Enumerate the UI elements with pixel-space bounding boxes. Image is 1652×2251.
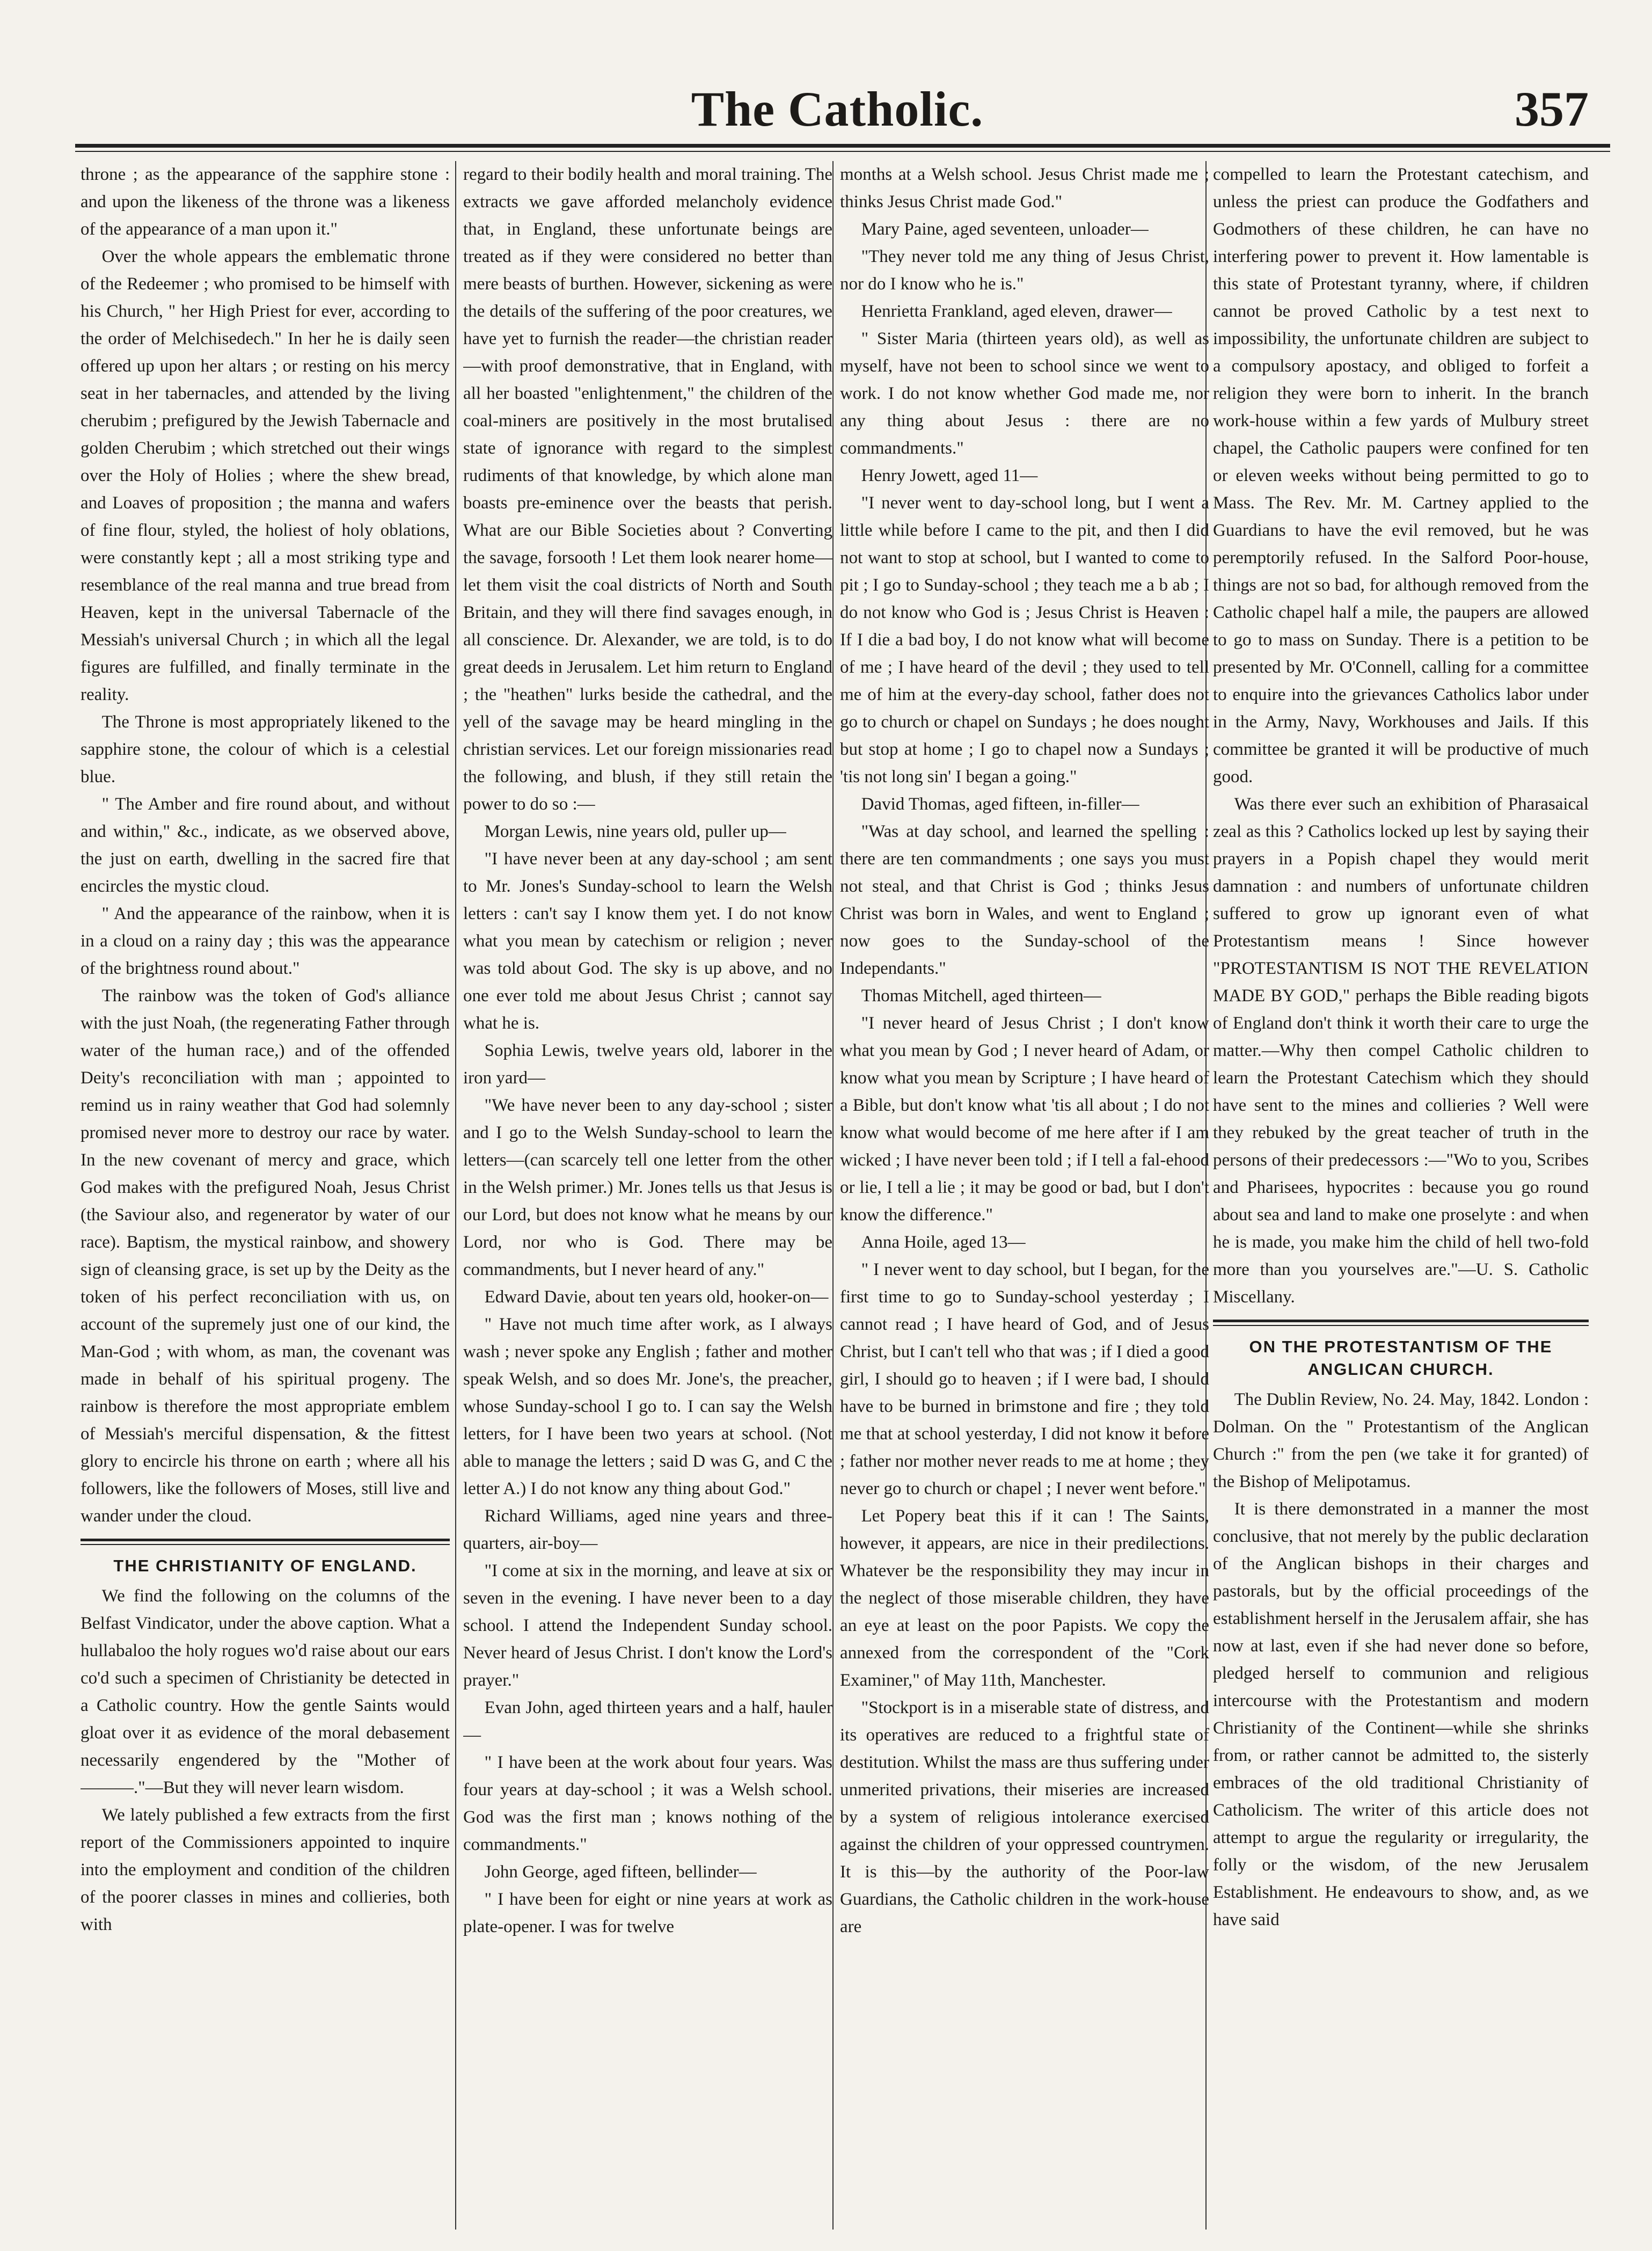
column-1: [81, 161, 450, 2230]
column-divider: [455, 161, 456, 2230]
paragraph: Morgan Lewis, nine years old, puller up—: [484, 822, 786, 841]
paragraph: John George, aged fifteen, bellinder—: [484, 1862, 757, 1882]
paragraph: "I have never been at any day-school ; am sent to Mr. Jones's Sunday-school to learn the Welsh letters : can't say I know them yet. I do not know what you mean by catechism or religion ; never was told about God. The sky is up above, and no one ever told me about Jesus Christ ; cannot say what he is.: [463, 849, 832, 1033]
paragraph: Henry Jowett, aged 11—: [861, 466, 1038, 485]
paragraph: " I never went to day school, but I began, for the first time to go to Sunday-school yesterday ; I cannot read ; I have heard of God, and of Jesus Christ, but I can't tell who that was ; if I died a good girl, I should go to heaven ; if I were bad, I should have to be burned in brimstone and fire ; they told me that at school yesterday, I did not know it before ; father nor mother never reads to me at home ; they never go to church or chapel ; I never went before.": [840, 1260, 1209, 1498]
paragraph: "Stockport is in a miserable state of distress, and its operatives are reduced to a frightful state of destitution. Whilst the mass are thus suffering under unmerited privations, their miseries are increased by a system of religious intolerance exercised against the children of your oppressed countrymen. It is this—by the authority of the Poor-law Guardians, the Catholic children in the work-house are: [840, 1698, 1209, 1936]
paragraph: "I never heard of Jesus Christ ; I don't know what you mean by God ; I never heard of Adam, or know what you mean by Scripture ; I have heard of a Bible, but don't know what 'tis all about ; I do not know what would become of me here after if I am wicked ; I have never been told ; if I tell a fal-ehood or lie, I tell a lie ; it may be good or bad, but I don't know the difference.": [840, 1014, 1209, 1225]
column-divider: [832, 161, 834, 2230]
paragraph: " I have been for eight or nine years at work as plate-opener. I was for twelve: [463, 1890, 832, 1936]
page-number: 357: [1515, 82, 1589, 136]
paragraph: The Throne is most appropriately likened to the sapphire stone, the colour of which is a celestial blue.: [81, 712, 450, 786]
paragraph: Over the whole appears the emblematic throne of the Redeemer ; who promised to be himself with his Church, " her High Priest for ever, according to the order of Melchisedech." In her he is daily seen offered up upon her altars ; or resting on his mercy seat in her tabernacles, and attended by the living cherubim ; prefigured by the Jewish Tabernacle and golden Cherubim ; which stretched out their wings over the Holy of Holies ; where the shew bread, and Loaves of proposition ; the manna and wafers of fine flour, styled, the holiest of holy oblations, were constantly kept ; all a most striking type and resemblance of the real manna and true bread from Heaven, kept in the universal Tabernacle of the Messiah's universal Church ; in which all the legal figures are fulfilled, and finally terminate in the reality.: [81, 247, 450, 704]
paragraph: Was there ever such an exhibition of Pharasaical zeal as this ? Catholics locked up lest by saying their prayers in a Popish chapel they would merit damnation : and numbers of unfortunate children suffered to grow up ignorant even of what Protestantism means ! Since however "PROTESTANTISM IS NOT THE REVELATION MADE BY GOD," perhaps the Bible reading bigots of England don't think it worth their care to urge the matter.—Why then compel Catholic children to learn the Protestant Catechism which they should have sent to the mines and collieries ? Well were they rebuked by the great teacher of truth in the persons of their predecessors :—"Wo to you, Scribes and Pharisees, hypocrites : because you go round about sea and land to make one proselyte : and when he is made, you make him the child of hell two-fold more than you yourselves are."—U. S. Catholic Miscellany.: [1213, 795, 1589, 1307]
paragraph: Edward Davie, about ten years old, hooker-on—: [484, 1287, 829, 1307]
column-2: [463, 161, 832, 2230]
header-rule-thin: [75, 151, 1610, 152]
article-separator: [81, 1539, 450, 1545]
paragraph: "I come at six in the morning, and leave at six or seven in the evening. I have never been to a day school. I attend the Independent Sunday school. Never heard of Jesus Christ. I don't know the Lord's prayer.": [463, 1561, 832, 1690]
paragraph: Henrietta Frankland, aged eleven, drawer—: [861, 302, 1172, 321]
paragraph: " Sister Maria (thirteen years old), as well as myself, have not been to school since we went to work. I do not know whether God made me, nor any thing about Jesus : there are no commandments.": [840, 329, 1209, 458]
paragraph: compelled to learn the Protestant catechism, and unless the priest can produce the Godfathers and Godmothers of these children, he can have no interfering power to prevent it. How lamentable is this state of Protestant tyranny, where, if children cannot be proved Catholic by a test next to impossibility, the unfortunate children are subject to a compulsory apostacy, and obliged to forfeit a religion they were born to inherit. In the branch work-house within a few yards of Mulbury street chapel, the Catholic paupers were confined for ten or eleven weeks without being permitted to go to Mass. The Rev. Mr. M. Cartney applied to the Guardians to have the evil removed, but he was peremptorily refused. In the Salford Poor-house, things are not so bad, for although removed from the Catholic chapel half a mile, the paupers are allowed to go to mass on Sunday. There is a petition to be presented by Mr. O'Connell, calling for a committee to enquire into the grievances Catholics labor under in the Army, Navy, Workhouses and Jails. If this committee be granted it will be productive of much good.: [1213, 165, 1589, 786]
paragraph: regard to their bodily health and moral training. The extracts we gave afforded melancholy evidence that, in England, these unfortunate beings are treated as if they were considered no better than mere beasts of burthen. However, sickening as were the details of the suffering of the poor creatures, we have yet to furnish the reader—the christian reader—with proof demonstrative, that in England, with all her boasted "enlightenment," the children of the coal-miners are positively in the most brutalised state of ignorance with regard to the simplest rudiments of that knowledge, by which alone man boasts pre-eminence over the beasts that perish. What are our Bible Societies about ? Converting the savage, forsooth ! Let them look nearer home—let them visit the coal districts of North and South Britain, and they will there find savages enough, in all conscience. Dr. Alexander, we are told, is to do great deeds in Jerusalem. Let him return to England ; the "heathen" lurks beside the cathedral, and the yell of the savage may be heard mingling in the christian services. Let our foreign missionaries read the following, and blush, if they still retain the power to do so :—: [463, 165, 832, 814]
paragraph: The rainbow was the token of God's alliance with the just Noah, (the regenerating Father through water of the human race,) and of the offended Deity's reconciliation with man ; appointed to remind us in rainy weather that God had solemnly promised never more to destroy our race by water. In the new covenant of mercy and grace, which God makes with the prefigured Noah, Jesus Christ (the Saviour also, and regenerator by water of our race). Baptism, the mystical rainbow, and showery sign of cleansing grace, is set up by the Deity as the token of his perfect reconciliation with us, on account of the supremely just one of our kind, the Man-God ; with whom, as man, the covenant was made in behalf of his spiritual progeny. The rainbow is therefore the most appropriate emblem of Messiah's merciful dispensation, & the fittest glory to encircle his throne on earth ; where all his followers, like the followers of Moses, still live and wander under the cloud.: [81, 986, 450, 1526]
paragraph: It is there demonstrated in a manner the most conclusive, that not merely by the public declaration of the Anglican bishops in their charges and pastorals, but by the official proceedings of the establishment herself in the Jerusalem affair, she has now at last, even if she had never done so before, pledged herself to communion and religious intercourse with the Protestantism and modern Christianity of the Continent—while she shrinks from, or rather cannot be admitted to, the sisterly embraces of the old traditional Christianity of Catholicism. The writer of this article does not attempt to argue the regularity or irregularity, the folly or the wisdom, of the new Jerusalem Establishment. He endeavours to show, and, as we have said: [1213, 1499, 1589, 1929]
paragraph: Richard Williams, aged nine years and three-quarters, air-boy—: [463, 1506, 832, 1553]
paragraph: "Was at day school, and learned the spelling : there are ten commandments ; one says you must not steal, and that Christ is God ; thinks Jesus Christ was born in Wales, and went to England ; now goes to the Sunday-school of the Independants.": [840, 822, 1209, 978]
article-separator: [1213, 1320, 1589, 1326]
paragraph: We find the following on the columns of the Belfast Vindicator, under the above caption. What a hullabaloo the holy rogues wo'd raise about our ears co'd such a specimen of Christianity be detected in a Catholic country. How the gentle Saints would gloat over it as evidence of the moral debasement necessarily engendered by the "Mother of———."—But they will never learn wisdom.: [81, 1586, 450, 1797]
paragraph: throne ; as the appearance of the sapphire stone : and upon the likeness of the throne was a likeness of the appearance of a man upon it.": [81, 165, 450, 239]
page-header: [64, 81, 1610, 145]
paragraph: " The Amber and fire round about, and without and within," &c., indicate, as we observed above, the just on earth, dwelling in the sacred fire that encircles the mystic cloud.: [81, 795, 450, 896]
paragraph: The Dublin Review, No. 24. May, 1842. London : Dolman. On the " Protestantism of the Anglican Church :" from the pen (we take it for granted) of the Bishop of Melipotamus.: [1213, 1390, 1589, 1491]
paragraph: David Thomas, aged fifteen, in-filler—: [861, 795, 1139, 814]
header-rule: [75, 144, 1610, 148]
paragraph: Mary Paine, aged seventeen, unloader—: [861, 220, 1149, 239]
paragraph: " I have been at the work about four years. Was four years at day-school ; it was a Welsh school. God was the first man ; knows nothing of the commandments.": [463, 1753, 832, 1854]
paragraph: " Have not much time after work, as I always wash ; never spoke any English ; father and mother speak Welsh, and so does Mr. Jone's, the preacher, whose Sunday-school I go to. I can say the Welsh letters, for I have been two years at school. (Not able to manage the letters ; said D was G, and C the letter A.) I do not know any thing about God.": [463, 1315, 832, 1498]
paragraph: "I never went to day-school long, but I went a little while before I came to the pit, and then I did not want to stop at school, but I wanted to come to pit ; I go to Sunday-school ; they teach me a b ab ; I do not know who God is ; Jesus Christ is Heaven : If I die a bad boy, I do not know what will become of me ; I have heard of the devil ; they used to tell me of him at the every-day school, father does not go to church or chapel on Sundays ; he does nought but stop at home ; I go to chapel now a Sundays ; 'tis not long sin' I began a going.": [840, 493, 1209, 786]
article-headline: THE CHRISTIANITY OF ENGLAND.: [113, 1556, 417, 1575]
article-headline: ON THE PROTESTANTISM OF THE ANGLICAN CHURCH.: [1249, 1337, 1553, 1379]
paragraph: Thomas Mitchell, aged thirteen—: [861, 986, 1101, 1006]
paragraph: "They never told me any thing of Jesus Christ, nor do I know who he is.": [840, 247, 1209, 294]
column-3: [840, 161, 1209, 2230]
column-4: [1213, 161, 1589, 2230]
paragraph: " And the appearance of the rainbow, when it is in a cloud on a rainy day ; this was the appearance of the brightness round about.": [81, 904, 450, 978]
paragraph: Sophia Lewis, twelve years old, laborer in the iron yard—: [463, 1041, 832, 1088]
paragraph: We lately published a few extracts from the first report of the Commissioners appointed to inquire into the employment and condition of the children of the poorer classes in mines and collieries, both with: [81, 1805, 450, 1934]
paragraph: Evan John, aged thirteen years and a half, hauler—: [463, 1698, 832, 1745]
paragraph: Anna Hoile, aged 13—: [861, 1233, 1026, 1252]
paragraph: months at a Welsh school. Jesus Christ made me ; thinks Jesus Christ made God.": [840, 165, 1209, 212]
page-title: The Catholic.: [691, 82, 984, 136]
paragraph: Let Popery beat this if it can ! The Saints, however, it appears, are nice in their predilections. Whatever be the responsibility they may incur in the neglect of those miserable children, they have an eye at least on the poor Papists. We copy the annexed from the correspondent of the "Cork Examiner," of May 11th, Manchester.: [840, 1506, 1209, 1690]
paragraph: "We have never been to any day-school ; sister and I go to the Welsh Sunday-school to learn the letters—(can scarcely tell one letter from the other in the Welsh primer.) Mr. Jones tells us that Jesus is our Lord, but does not know what he means by our Lord, nor who is God. There may be commandments, but I never heard of any.": [463, 1096, 832, 1279]
